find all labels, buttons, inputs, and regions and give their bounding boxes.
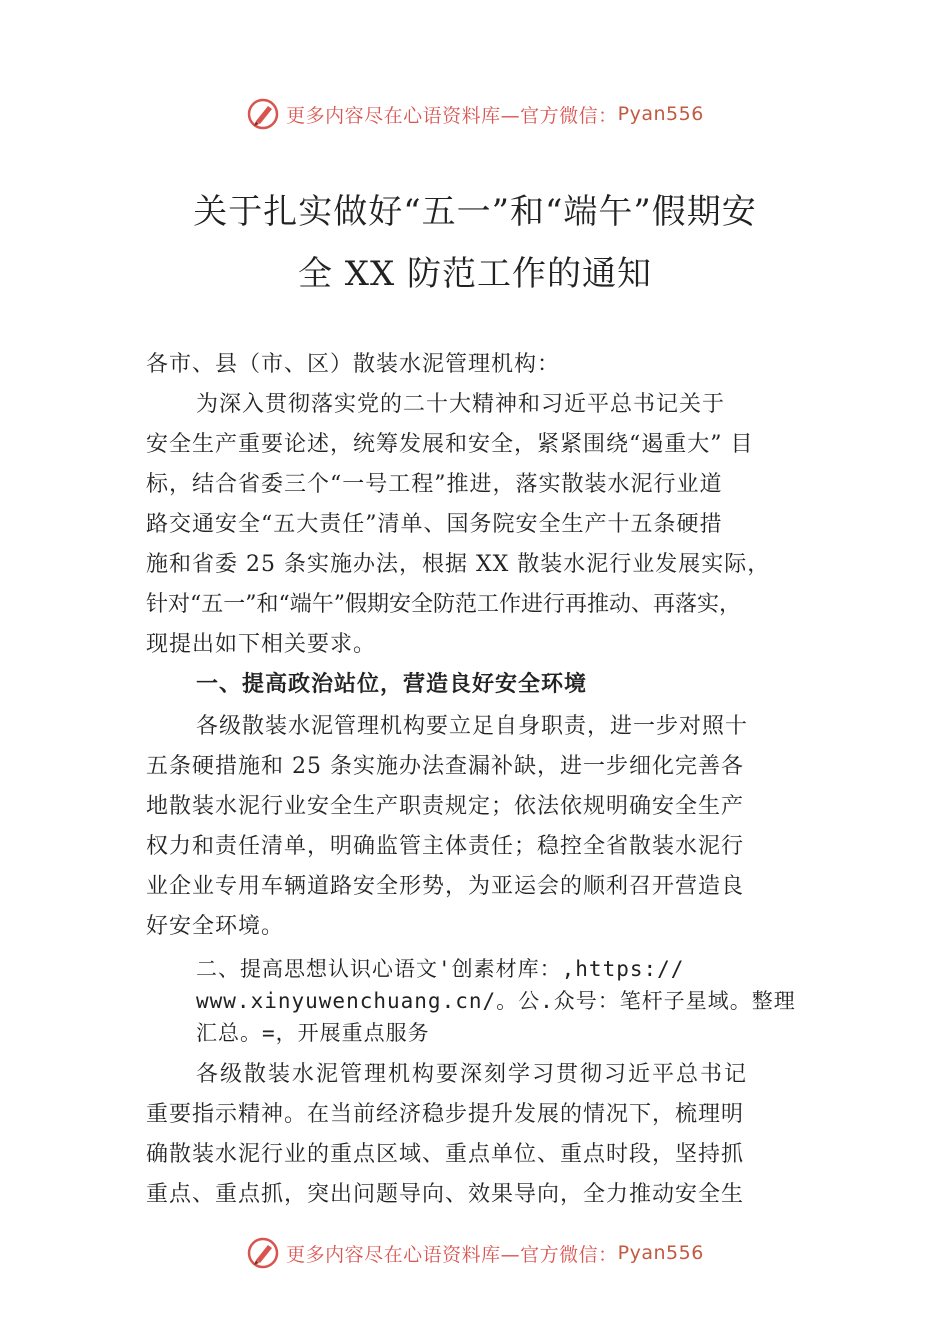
document-title-line-1: 关于扎实做好“五一”和“端午”假期安 [193, 192, 757, 232]
footer-wechat-id: Pyan556 [617, 1242, 704, 1264]
body-line: 各级散装水泥管理机构要立足自身职责，进一步对照十 [196, 714, 749, 739]
body-line: 标，结合省委三个“一号工程”推进，落实散装水泥行业道 [146, 472, 723, 497]
pen-logo-icon [246, 1236, 280, 1270]
body-line: 安全生产重要论述，统筹发展和安全，紧紧围绕“遏重大” 目 [146, 432, 754, 457]
body-line: 现提出如下相关要求。 [146, 632, 377, 657]
body-line: 路交通安全“五大责任”清单、国务院安全生产十五条硬措 [146, 512, 723, 537]
body-line: 为深入贯彻落实党的二十大精神和习近平总书记关于 [196, 392, 726, 417]
section-heading-2: 二、提高思想认识心语文'创素材库：,https:// [196, 957, 685, 981]
pen-logo-icon [246, 97, 280, 131]
salutation: 各市、县（市、区）散装水泥管理机构： [146, 352, 561, 377]
footer-banner-text: 更多内容尽在心语资料库—官方微信： [286, 1243, 618, 1266]
body-line: 施和省委 25 条实施办法，根据 XX 散装水泥行业发展实际， [146, 552, 771, 577]
header-banner [0, 94, 950, 134]
body-line: 针对“五一”和“端午”假期安全防范工作进行再推动、再落实， [146, 592, 741, 617]
footer-banner [0, 1233, 950, 1273]
body-line: 好安全环境。 [146, 914, 285, 939]
header-banner-text: 更多内容尽在心语资料库—官方微信： [286, 104, 618, 127]
section-heading-2-end: 汇总。=，开展重点服务 [196, 1021, 430, 1045]
body-line: 重要指示精神。在当前经济稳步提升发展的情况下，梳理明 [146, 1102, 745, 1127]
body-line: 五条硬措施和 25 条实施办法查漏补缺，进一步细化完善各 [146, 754, 744, 779]
body-line: 业企业专用车辆道路安全形势，为亚运会的顺利召开营造良 [146, 874, 745, 899]
header-wechat-id: Pyan556 [617, 103, 704, 125]
document-title-line-2: 全 XX 防范工作的通知 [297, 254, 653, 294]
body-line: 确散装水泥行业的重点区域、重点单位、重点时段，坚持抓 [146, 1142, 745, 1167]
body-line: 重点、重点抓，突出问题导向、效果导向，全力推动安全生 [146, 1182, 745, 1207]
section-heading-1: 一、提高政治站位，营造良好安全环境 [196, 672, 588, 697]
body-line: 地散装水泥行业安全生产职责规定；依法依规明确安全生产 [146, 794, 745, 819]
section-heading-2-url: www.xinyuwenchuang.cn/。公.众号：笔杆子星域。整理 [196, 989, 796, 1013]
body-line: 各级散装水泥管理机构要深刻学习贯彻习近平总书记 [196, 1062, 749, 1087]
body-line: 权力和责任清单，明确监管主体责任；稳控全省散装水泥行 [146, 834, 745, 859]
